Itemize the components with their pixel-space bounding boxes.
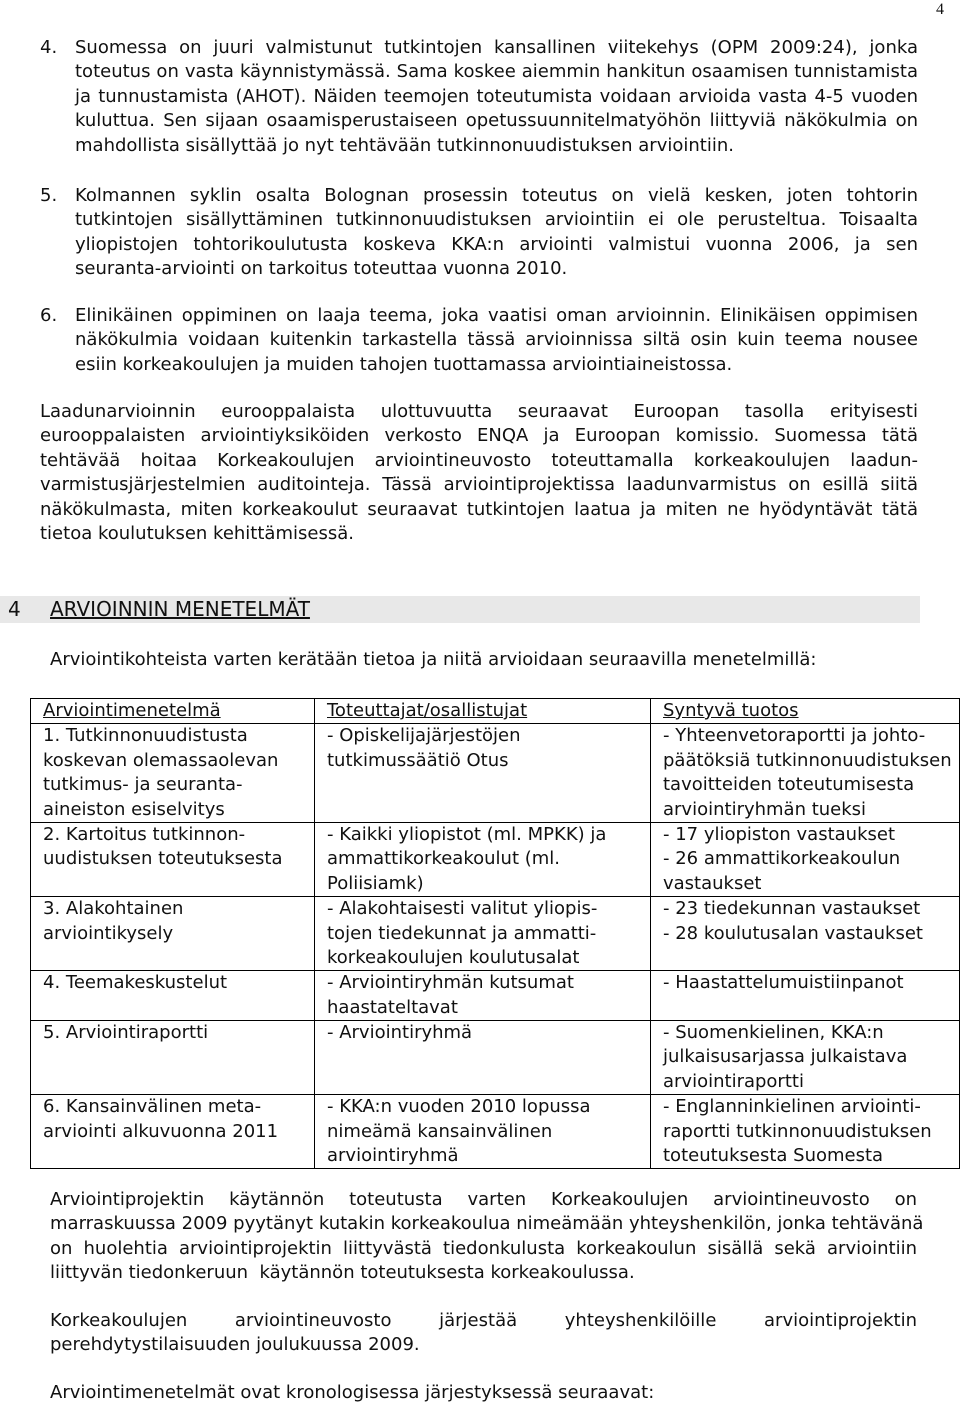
text-line: arviointi alkuvuonna 2011 xyxy=(43,1120,279,1142)
text-line: 1. Tutkinnonuudistusta xyxy=(43,725,248,747)
methods-table xyxy=(30,698,960,1169)
text-line: Elinikäinen oppiminen on laaja teema, joka vaatisi oman arvioinnin. Elinikäisen oppimisen xyxy=(75,305,918,326)
closing-sentence: Arviointimenetelmät ovat kronologisessa järjestyksessä seuraavat: xyxy=(50,1382,655,1403)
text-line: - Haastattelumuistiinpanot xyxy=(663,972,904,994)
table-row xyxy=(31,897,960,971)
text-line: arviointiryhmä xyxy=(327,1145,459,1167)
text-line: tutkimussäätiö Otus xyxy=(327,749,509,771)
cell-method xyxy=(31,822,315,896)
text-line: seuranta-arviointi on tarkoitus toteuttaa vuonna 2010. xyxy=(75,258,568,280)
text-line: Poliisiamk) xyxy=(327,872,424,894)
page-number: 4 xyxy=(936,1,944,18)
table-row xyxy=(31,1095,960,1169)
cell-participants xyxy=(315,1021,651,1095)
column-header-participants: Toteuttajat/osallistujat xyxy=(315,699,651,724)
text-line: tutkintojen sisällyttäminen tutkinnonuudistuksen arviointiin ei ole perusteltua. Toisaalta xyxy=(75,209,918,231)
list-item-text xyxy=(75,304,918,377)
cell-method xyxy=(31,724,315,823)
text-line: toteutus on vasta käynnistymässä. Sama koskee aiemmin hankitun osaamisen tunnistamista xyxy=(75,61,918,83)
section-title: ARVIOINNIN MENETELMÄT xyxy=(50,597,310,621)
text-line: tojen tiedekunnat ja ammatti- xyxy=(327,922,597,944)
text-line: - KKA:n vuoden 2010 lopussa xyxy=(327,1096,591,1118)
cell-method xyxy=(31,1095,315,1169)
list-item-number: 5. xyxy=(40,185,58,206)
paragraph-orientation-event xyxy=(50,1309,917,1358)
text-line: - Suomenkielinen, KKA:n xyxy=(663,1022,884,1044)
list-item-number: 6. xyxy=(40,305,58,326)
text-line: tietoa koulutuksen kehittämisessä. xyxy=(40,522,354,544)
text-line: - Englanninkielinen arviointi- xyxy=(663,1096,921,1118)
list-item-text xyxy=(75,36,918,158)
text-line: Suomessa on juuri valmistunut tutkintojen kansallinen viitekehys (OPM 2009:24), jonka xyxy=(75,37,918,58)
text-line: arviointiraportti xyxy=(663,1070,804,1092)
text-line: päätöksiä tutkinnonuudistuksen xyxy=(663,749,952,771)
text-line: - Opiskelijajärjestöjen xyxy=(327,725,521,747)
text-line: 4. Teemakeskustelut xyxy=(43,972,228,994)
text-line: marraskuussa 2009 pyytänyt kutakin korkeakoulua nimeämään yhteyshenkilön, jonka tehtävänä xyxy=(50,1213,924,1235)
cell-participants xyxy=(315,971,651,1021)
text-line: on huolehtia arviointiprojektin liittyvästä tiedonkulusta korkeakoulun sisällä sekä arviointiin xyxy=(50,1237,917,1259)
cell-output xyxy=(651,971,960,1021)
text-line: - 23 tiedekunnan vastaukset xyxy=(663,898,921,920)
text-line: tutkimus- ja seuranta- xyxy=(43,774,243,796)
text-line: Kolmannen syklin osalta Bolognan prosessin toteutus on vielä kesken, joten tohtorin xyxy=(75,185,918,206)
list-item-number: 4. xyxy=(40,37,58,58)
section-intro: Arviointikohteista varten kerätään tietoa ja niitä arvioidaan seuraavilla menetelmillä: xyxy=(50,649,817,670)
text-line: näkökulmasta, miten korkeakoulut seuraavat tutkintojen laatua ja miten ne hyödyntävät tätä xyxy=(40,498,918,520)
text-line: - 17 yliopiston vastaukset xyxy=(663,823,896,845)
text-line: - Kaikki yliopistot (ml. MPKK) ja xyxy=(327,823,607,845)
text-line: varmistusjärjestelmien auditointeja. Tässä arviointiprojektissa laadunvarmistus on esillä siitä xyxy=(40,474,918,496)
text-line: perehdytystilaisuuden joulukuussa 2009. xyxy=(50,1334,420,1356)
text-line: kuluttua. Sen sijaan osaamisperustaiseen opetussuunnitelmatyöhön liittyviä näkökulmia on xyxy=(75,110,918,132)
text-line: eurooppalaisten arviointiyksiköiden verkosto ENQA ja Euroopan komissio. Suomessa tätä xyxy=(40,425,918,447)
paragraph-european-dimension xyxy=(40,400,918,546)
column-header-output: Syntyvä tuotos xyxy=(651,699,960,724)
table-header-row xyxy=(31,699,960,724)
cell-method xyxy=(31,897,315,971)
text-line: 3. Alakohtainen xyxy=(43,898,184,920)
text-line: - Yhteenvetoraportti ja johto- xyxy=(663,725,926,747)
cell-method xyxy=(31,1021,315,1095)
text-line: arviointikysely xyxy=(43,922,174,944)
table-row xyxy=(31,971,960,1021)
cell-output xyxy=(651,1095,960,1169)
cell-output xyxy=(651,724,960,823)
text-line: yliopistojen tohtorikoulutusta koskeva KKA:n arviointi valmistui vuonna 2006, ja sen xyxy=(75,233,918,255)
column-header-method: Arviointimenetelmä xyxy=(31,699,315,724)
cell-method xyxy=(31,971,315,1021)
text-line: mahdollista sisällyttää jo nyt tehtävään tutkinnonuudistuksen arviointiin. xyxy=(75,134,734,156)
text-line: ja tunnustamista (AHOT). Näiden teemojen toteutumista voidaan arvioida vasta 4-5 vuoden xyxy=(75,85,918,107)
text-line: tehtävää hoitaa Korkeakoulujen arviointineuvosto toteuttamalla korkeakoulujen laadun- xyxy=(40,449,918,471)
text-line: liittyvän tiedonkeruun käytännön toteutuksesta korkeakoulussa. xyxy=(50,1262,635,1284)
text-line: raportti tutkinnonuudistuksen xyxy=(663,1120,932,1142)
table-row xyxy=(31,822,960,896)
text-line: toteutuksesta Suomesta xyxy=(663,1145,884,1167)
text-line: näkökulmia voidaan kuitenkin tarkastella tässä arvioinnissa siltä osin kuin teema nousee xyxy=(75,329,918,351)
text-line: julkaisusarjassa julkaistava xyxy=(663,1046,908,1068)
cell-participants xyxy=(315,1095,651,1169)
paragraph-contact-persons xyxy=(50,1188,924,1286)
cell-participants xyxy=(315,822,651,896)
text-line: Korkeakoulujen arviointineuvosto järjestää yhteyshenkilöille arviointiprojektin xyxy=(50,1310,917,1331)
section-number: 4 xyxy=(8,597,21,621)
text-line: uudistuksen toteutuksesta xyxy=(43,848,283,870)
cell-participants xyxy=(315,724,651,823)
text-line: nimeämä kansainvälinen xyxy=(327,1120,553,1142)
text-line: haastateltavat xyxy=(327,996,458,1018)
text-line: - Alakohtaisesti valitut yliopis- xyxy=(327,898,598,920)
text-line: koskevan olemassaolevan xyxy=(43,749,279,771)
text-line: tavoitteiden toteutumisesta xyxy=(663,774,915,796)
list-item-text xyxy=(75,184,918,282)
text-line: - Arviointiryhmän kutsumat xyxy=(327,972,574,994)
table-row xyxy=(31,1021,960,1095)
text-line: Arviointiprojektin käytännön toteutusta varten Korkeakoulujen arviointineuvosto on xyxy=(50,1189,917,1210)
text-line: vastaukset xyxy=(663,872,762,894)
cell-participants xyxy=(315,897,651,971)
cell-output xyxy=(651,822,960,896)
section-heading xyxy=(0,596,920,623)
text-line: 5. Arviointiraportti xyxy=(43,1022,209,1044)
text-line: aineiston esiselvitys xyxy=(43,798,225,820)
text-line: korkeakoulujen koulutusalat xyxy=(327,946,580,968)
text-line: - 26 ammattikorkeakoulun xyxy=(663,848,901,870)
text-line: Laadunarvioinnin eurooppalaista ulottuvuutta seuraavat Euroopan tasolla erityisesti xyxy=(40,401,918,422)
text-line: - 28 koulutusalan vastaukset xyxy=(663,922,923,944)
text-line: ammattikorkeakoulut (ml. xyxy=(327,848,560,870)
text-line: 6. Kansainvälinen meta- xyxy=(43,1096,262,1118)
cell-output xyxy=(651,897,960,971)
table-row xyxy=(31,724,960,823)
text-line: - Arviointiryhmä xyxy=(327,1022,473,1044)
text-line: arviointiryhmän tueksi xyxy=(663,798,867,820)
cell-output xyxy=(651,1021,960,1095)
text-line: 2. Kartoitus tutkinnon- xyxy=(43,823,246,845)
text-line: esiin korkeakoulujen ja muiden tahojen tuottamassa arviointiaineistossa. xyxy=(75,353,733,375)
